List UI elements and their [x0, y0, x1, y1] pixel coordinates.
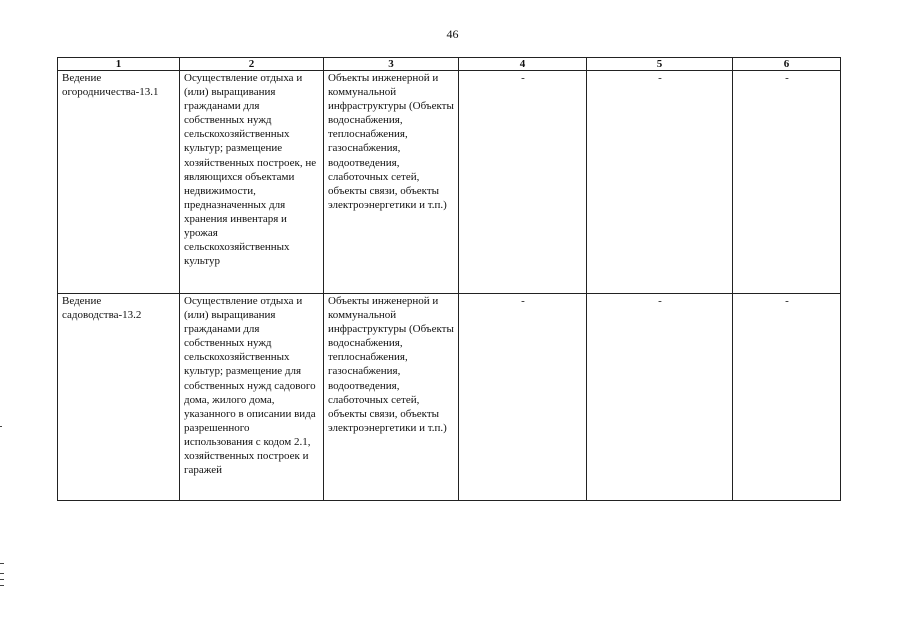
scan-margin-mark	[0, 585, 4, 586]
table-cell-col4: -	[459, 71, 587, 294]
column-header-2: 2	[180, 58, 324, 71]
table-cell-col4: -	[459, 294, 587, 501]
scan-margin-mark	[0, 573, 4, 574]
permitted-use-name: Ведение садоводства-13.2	[58, 294, 180, 501]
table-row	[58, 294, 841, 501]
table-cell-col6: -	[733, 294, 841, 501]
permitted-use-description: Осуществление отдыха и (или) выращивания гражданами для собственных нужд сельскохозяйственных культур; размещение хозяйственных построек, не являющихся объектами недвижимости, предназначенных для хранения инвентаря и урожая сельскохозяйственных культур	[180, 71, 324, 294]
column-header-6: 6	[733, 58, 841, 71]
table-cell-col6: -	[733, 71, 841, 294]
column-header-3: 3	[324, 58, 459, 71]
table-cell-col5: -	[587, 294, 733, 501]
scan-margin-mark	[0, 426, 2, 427]
scan-margin-mark	[0, 563, 4, 564]
table-cell-col5: -	[587, 71, 733, 294]
regulations-table	[57, 57, 841, 501]
permitted-use-description: Осуществление отдыха и (или) выращивания гражданами для собственных нужд сельскохозяйственных культур; размещение для собственных нужд садового дома, жилого дома, указанного в описании вида разрешенного использования с кодом 2.1, хозяйственных построек и гаражей	[180, 294, 324, 501]
auxiliary-objects: Объекты инженерной и коммунальной инфраструктуры (Объекты водоснабжения, теплоснабжения, газоснабжения, водоотведения, слаботочных сетей, объекты связи, объекты электроэнергетики и т.п.)	[324, 71, 459, 294]
auxiliary-objects: Объекты инженерной и коммунальной инфраструктуры (Объекты водоснабжения, теплоснабжения, газоснабжения, водоотведения, слаботочных сетей, объекты связи, объекты электроэнергетики и т.п.)	[324, 294, 459, 501]
column-header-5: 5	[587, 58, 733, 71]
column-header-4: 4	[459, 58, 587, 71]
permitted-use-name: Ведение огородничества-13.1	[58, 71, 180, 294]
page-number: 46	[446, 27, 459, 41]
scan-margin-mark	[0, 579, 4, 580]
table-row	[58, 71, 841, 294]
table-header-row	[58, 58, 841, 71]
column-header-1: 1	[58, 58, 180, 71]
